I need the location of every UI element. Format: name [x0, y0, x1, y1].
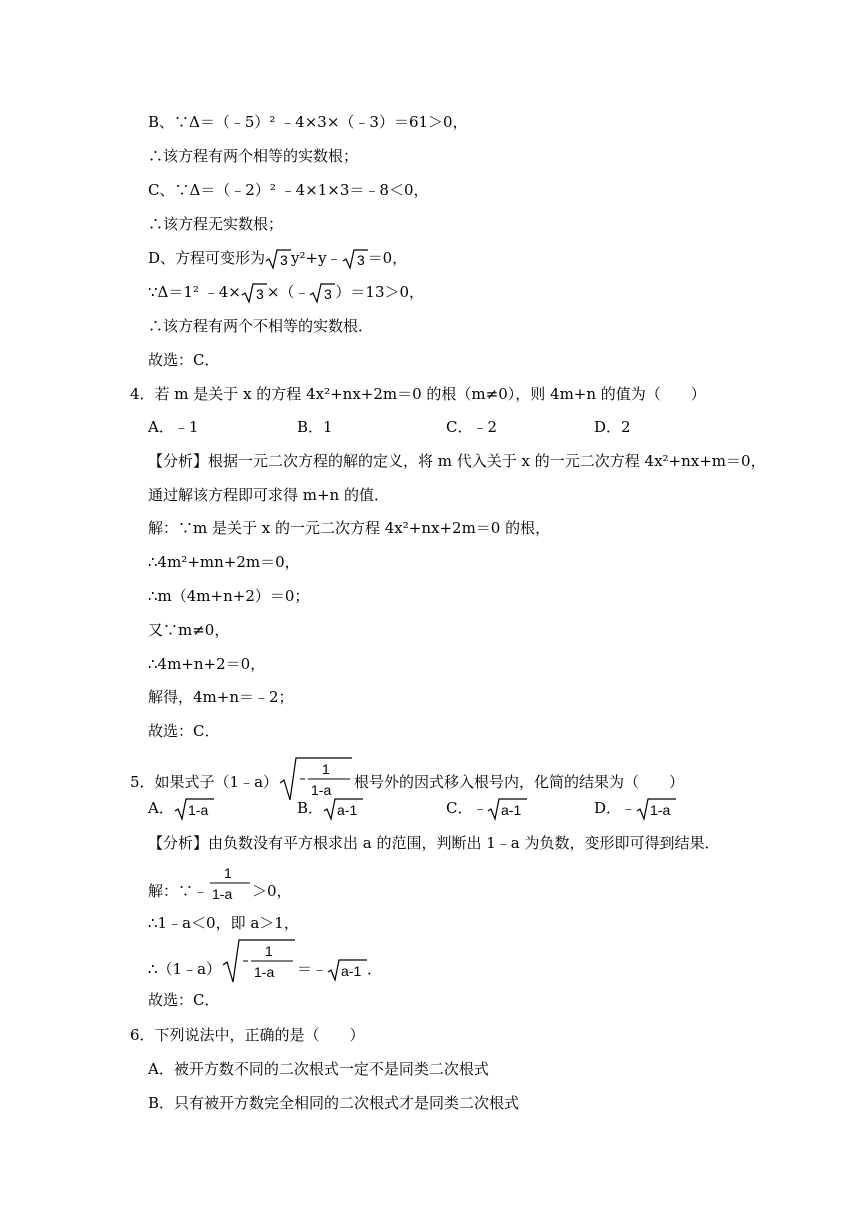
solution-line-c2: ∴该方程无实数根； [148, 215, 284, 233]
q6-option-a: A．被开方数不同的二次根式一定不是同类二次根式 [148, 1060, 489, 1078]
question-4-stem: 4．若 m 是关于 x 的方程 4x²+nx+2m＝0 的根（m≠0），则 4m+n 的值为（ ） [130, 385, 706, 403]
q5-option-d: D．﹣ 1-a [594, 797, 676, 821]
q4-answer-line: 故选：C． [148, 722, 220, 740]
svg-text:a-1: a-1 [501, 802, 522, 818]
svg-text:3: 3 [324, 286, 333, 303]
svg-text:3: 3 [280, 252, 288, 269]
solution-line-c1: C、∵Δ＝（﹣2）² ﹣4×1×3＝﹣8＜0， [148, 181, 429, 199]
q4-solution-line4: 又∵m≠0， [148, 621, 230, 639]
svg-text:1-a: 1-a [311, 782, 332, 798]
q5-analysis: 【分析】由负数没有平方根求出 a 的范围，判断出 1﹣a 为负数，变形即可得到结果． [148, 834, 720, 852]
q4-solution-line1: 解：∵m 是关于 x 的一元二次方程 4x²+nx+2m＝0 的根， [148, 519, 551, 537]
solution-line-d2: ∵Δ＝1² ﹣4× 3 ×（﹣ 3 ）＝13＞0， [148, 283, 425, 303]
q5-option-b: B． a-1 [297, 797, 363, 821]
svg-text:1: 1 [322, 761, 330, 777]
sqrt3-radical [265, 248, 291, 270]
svg-text:1-a: 1-a [254, 964, 275, 980]
svg-text:3: 3 [356, 252, 365, 269]
svg-text:1-a: 1-a [212, 886, 233, 902]
q4-analysis-line1: 【分析】根据一元二次方程的解的定义，将 m 代入关于 x 的一元二次方程 4x²+nx+m＝0， [148, 452, 766, 470]
q4-solution-line5: ∴4m+n+2＝0， [148, 655, 266, 673]
solution-line-d1: D、方程可变形为 3 y²+y﹣ 3 ＝0， [148, 249, 408, 269]
answer-line: 故选：C． [148, 351, 220, 369]
q4-solution-line3: ∴m（4m+n+2）＝0； [148, 587, 310, 605]
svg-text:3: 3 [255, 286, 264, 303]
q5-option-a: A． 1-a [148, 797, 214, 821]
svg-text:1-a: 1-a [650, 802, 671, 818]
svg-text:a-1: a-1 [337, 802, 358, 818]
sqrt-radical [327, 947, 367, 993]
question-6-stem: 6．下列说法中，正确的是（ ） [130, 1026, 365, 1044]
radical-neg-fraction [221, 938, 297, 1002]
q4-option-b: B．1 [297, 418, 333, 436]
q4-solution-line2: ∴4m²+mn+2m＝0， [148, 553, 300, 571]
q4-option-c: C．﹣2 [446, 418, 498, 436]
q5-solution-line1: 解：∵﹣ 1 1-a ＞0， [148, 860, 292, 924]
q5-option-c: C．﹣ a-1 [446, 797, 527, 821]
q5-solution-line2: ∴1﹣a＜0，即 a＞1， [148, 914, 299, 932]
sqrt-radical [174, 797, 214, 821]
solution-line-b2: ∴该方程有两个相等的实数根； [148, 147, 359, 165]
sqrt-radical [487, 797, 527, 821]
svg-text:1-a: 1-a [187, 802, 209, 818]
question-5-stem: 5．如果式子（1﹣a） 1 1-a 根号外的因式移入根号内，化简的结果为（ ） [130, 756, 684, 810]
q5-answer-line: 故选：C． [148, 991, 220, 1009]
q4-option-a: A．﹣1 [148, 418, 199, 436]
svg-text:1: 1 [224, 865, 232, 881]
svg-text:a-1: a-1 [341, 963, 362, 980]
q4-analysis-line2: 通过解该方程即可求得 m+n 的值． [148, 486, 389, 504]
solution-line-b1: B、∵Δ＝（﹣5）² ﹣4×3×（﹣3）＝61＞0， [148, 113, 468, 131]
sqrt3-radical [241, 282, 267, 304]
svg-text:1: 1 [265, 943, 273, 959]
sqrt3-radical [342, 248, 368, 270]
sqrt3-radical [309, 282, 335, 304]
q4-solution-line6: 解得，4m+n＝﹣2； [148, 688, 294, 706]
q6-option-b: B．只有被开方数完全相同的二次根式才是同类二次根式 [148, 1094, 520, 1112]
sqrt-radical [323, 797, 363, 821]
q5-solution-line3: ∴（1﹣a） 1 1-a ＝﹣ a-1 ． [148, 938, 382, 1002]
sqrt-radical [636, 797, 676, 821]
solution-line-d3: ∴该方程有两个不相等的实数根． [148, 317, 374, 335]
q4-option-d: D．2 [594, 418, 631, 436]
